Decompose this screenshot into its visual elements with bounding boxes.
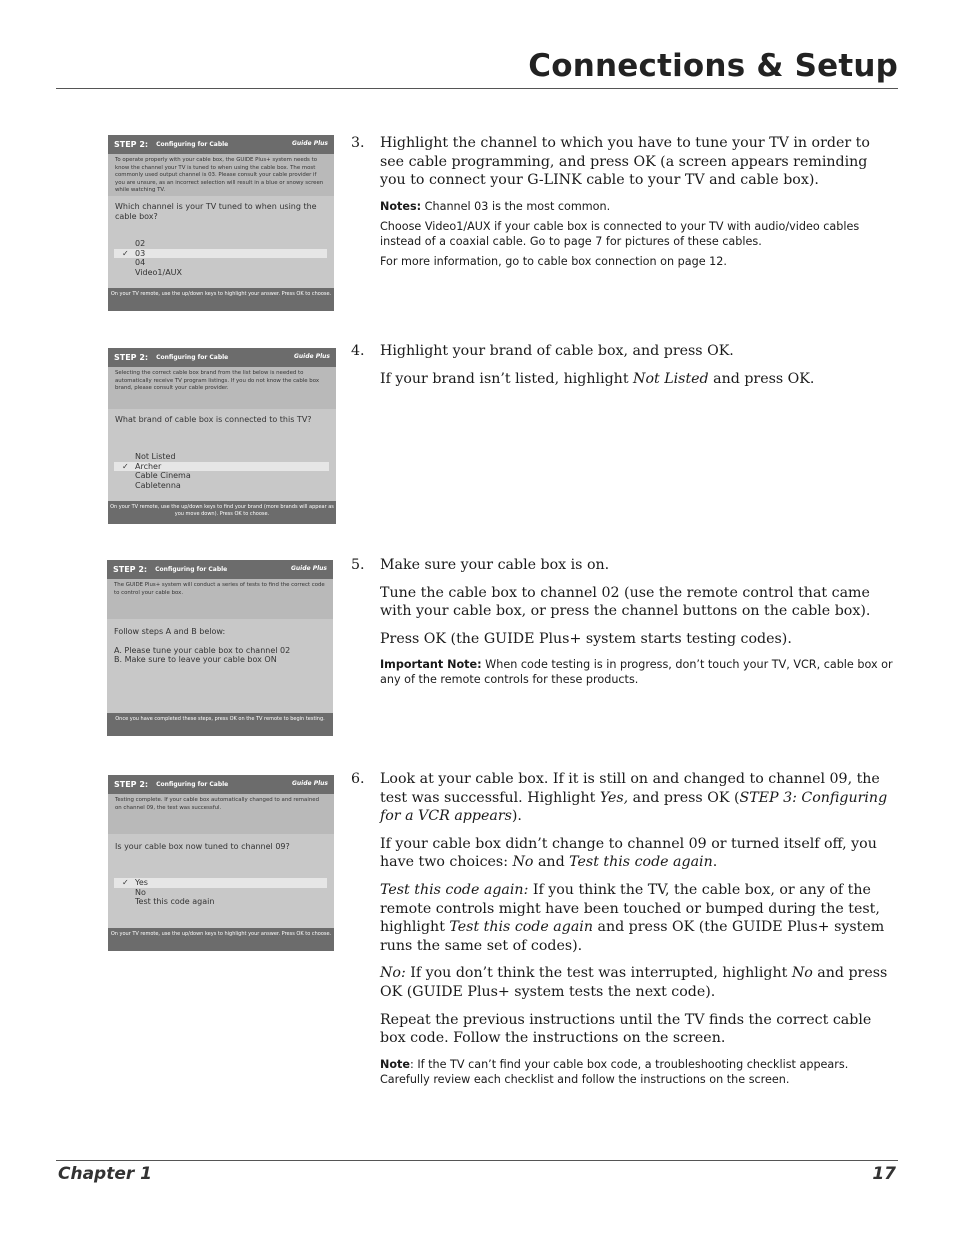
page-title: Connections & Setup: [528, 48, 898, 84]
step-number: 5.: [351, 557, 365, 573]
screen-option-selected: ✓ 03: [114, 249, 327, 259]
screen-option: Video1/AUX: [135, 267, 183, 277]
screen-subtitle: Configuring for Cable: [156, 354, 229, 361]
checkmark-icon: ✓: [122, 461, 129, 471]
screen-question: Is your cable box now tuned to channel 09?: [115, 842, 290, 851]
guide-plus-logo: Guide Plus: [290, 565, 327, 572]
screen-body: [108, 196, 334, 288]
step-note: Note: If the TV can’t find your cable box code, a troubleshooting checklist appears. Carefully review each checklist and follow the instructions on the screen.: [380, 1057, 849, 1086]
guide-plus-logo: Guide Plus: [291, 780, 328, 787]
screen-option-selected: ✓ Yes: [114, 878, 327, 888]
step-note: Choose Video1/AUX if your cable box is connected to your TV with audio/video cables instead of a coaxial cable. Go to page 7 for pictures of these cables.: [380, 219, 860, 248]
screen-option: Cable Cinema: [135, 471, 191, 481]
screen-body: [108, 409, 336, 501]
screen-option-list: [114, 878, 327, 907]
screen-step-label: STEP 2:: [114, 140, 149, 149]
screen-body: [107, 619, 333, 713]
screen-instruction: B. Make sure to leave your cable box ON: [114, 655, 277, 665]
screen-footer-hint: On your TV remote, use the up/down keys to highlight your answer. Press OK to choose.: [108, 928, 334, 951]
screen-subtitle: Configuring for Cable: [155, 566, 228, 573]
screen-header: [108, 135, 334, 154]
step-3: [351, 134, 896, 274]
screen-question: Follow steps A and B below:: [114, 627, 226, 636]
screen-option-list: [114, 239, 327, 277]
step-paragraph: Tune the cable box to channel 02 (use the remote control that came with your cable box, or press the channel buttons on the cable box).: [380, 584, 871, 620]
checkmark-icon: ✓: [122, 248, 129, 258]
step-4: [351, 342, 896, 397]
step-paragraph: If your cable box didn’t change to channel 09 or turned itself off, you have two choices: No and Test this code again.: [380, 835, 877, 871]
screen-footer-hint: On your TV remote, use the up/down keys to highlight your answer. Press OK to choose.: [108, 288, 334, 311]
screen-option: No: [135, 887, 146, 897]
screen-subtitle: Configuring for Cable: [156, 141, 229, 148]
screen-header: [108, 775, 334, 794]
checkmark-icon: ✓: [122, 878, 129, 887]
screen-subtitle: Configuring for Cable: [156, 781, 229, 788]
step-6: [351, 770, 896, 1092]
footer-chapter: Chapter 1: [58, 1164, 153, 1184]
step-note: Notes: Channel 03 is the most common.: [380, 199, 611, 213]
screen-intro-text: To operate properly with your cable box, the GUIDE Plus+ system needs to know the channel your TV is tuned to when using the cable box. The most commonly used output channel is 03. Please consult your cable provider if you are unsure, as an incorrect selection will result in a blue or snowy screen while watching TV.: [115, 157, 324, 194]
screen-intro-text: The GUIDE Plus+ system will conduct a series of tests to find the correct code to control your cable box.: [114, 582, 325, 596]
step-paragraph: Look at your cable box. If it is still on and changed to channel 09, the test was successful. Highlight Yes, and press OK (STEP 3: Configuring for a VCR appears).: [380, 771, 888, 825]
step-paragraph: Repeat the previous instructions until the TV finds the correct cable box code. Follow the instructions on the screen.: [380, 1011, 872, 1047]
step-paragraph: Highlight your brand of cable box, and press OK.: [380, 343, 734, 359]
screen-instruction: A. Please tune your cable box to channel 02: [114, 645, 291, 655]
step-note: Important Note: When code testing is in progress, don’t touch your TV, VCR, cable box or any of the remote controls for these products.: [380, 658, 893, 687]
step-paragraph: Highlight the channel to which you have to tune your TV in order to see cable programming, and press OK (a screen appears reminding you to connect your G-LINK cable to your TV and cable box).: [380, 135, 870, 189]
screen-option: 02: [135, 239, 146, 248]
step-number: 3.: [351, 135, 365, 151]
screen-option: Test this code again: [135, 897, 215, 907]
screen-intro-text: Testing complete. If your cable box automatically changed to and remained on channel 09, the test was successful.: [115, 797, 320, 811]
screen-step-label: STEP 2:: [114, 780, 149, 789]
guide-plus-logo: Guide Plus: [293, 353, 330, 360]
footer-divider: [56, 1160, 898, 1161]
page-number: 17: [872, 1164, 896, 1184]
screen-option: 04: [135, 258, 146, 268]
step-note: For more information, go to cable box connection on page 12.: [380, 254, 727, 268]
setup-screen-test-result: [108, 775, 334, 951]
screen-option: Not Listed: [135, 452, 176, 461]
step-number: 4.: [351, 343, 365, 359]
screen-footer-hint: On your TV remote, use the up/down keys to find your brand (more brands will appear as you move down). Press OK to choose.: [108, 501, 336, 524]
screen-question: Which channel is your TV tuned to when using the cable box?: [115, 202, 317, 221]
step-paragraph: No: If you don’t think the test was interrupted, highlight No and press OK (GUIDE Plus+ system tests the next code).: [380, 965, 888, 1000]
step-paragraph: If your brand isn’t listed, highlight Not Listed and press OK.: [380, 370, 815, 387]
step-paragraph: Press OK (the GUIDE Plus+ system starts testing codes).: [380, 630, 792, 647]
setup-screen-test-steps: [107, 560, 333, 736]
screen-option: Cabletenna: [135, 480, 181, 490]
step-5: [351, 556, 896, 692]
screen-intro-text: Selecting the correct cable box brand from the list below is needed to automatically receive TV program listings. If you do not know the cable box brand, please consult your cable provider.: [115, 370, 320, 392]
setup-screen-channel: [108, 135, 334, 311]
screen-option-selected: ✓ Archer: [114, 462, 329, 472]
step-number: 6.: [351, 771, 365, 787]
screen-header: [108, 348, 336, 367]
screen-option-list: [114, 452, 329, 490]
guide-plus-logo: Guide Plus: [291, 140, 328, 147]
setup-screen-brand: [108, 348, 336, 524]
step-paragraph: Make sure your cable box is on.: [380, 557, 610, 573]
screen-instruction-lines: [107, 646, 333, 666]
screen-header: [107, 560, 333, 579]
screen-footer-hint: Once you have completed these steps, press OK on the TV remote to begin testing.: [107, 713, 333, 736]
title-divider: [56, 88, 898, 89]
screen-step-label: STEP 2:: [114, 353, 149, 362]
screen-step-label: STEP 2:: [113, 565, 148, 574]
step-paragraph: Test this code again: If you think the TV, the cable box, or any of the remote controls might have been touched or bumped during the test, highlight Test this code again and press OK (the GUIDE Plus+ system runs the same set of codes).: [380, 881, 885, 954]
screen-question: What brand of cable box is connected to this TV?: [115, 415, 312, 424]
screen-body: [108, 834, 334, 928]
